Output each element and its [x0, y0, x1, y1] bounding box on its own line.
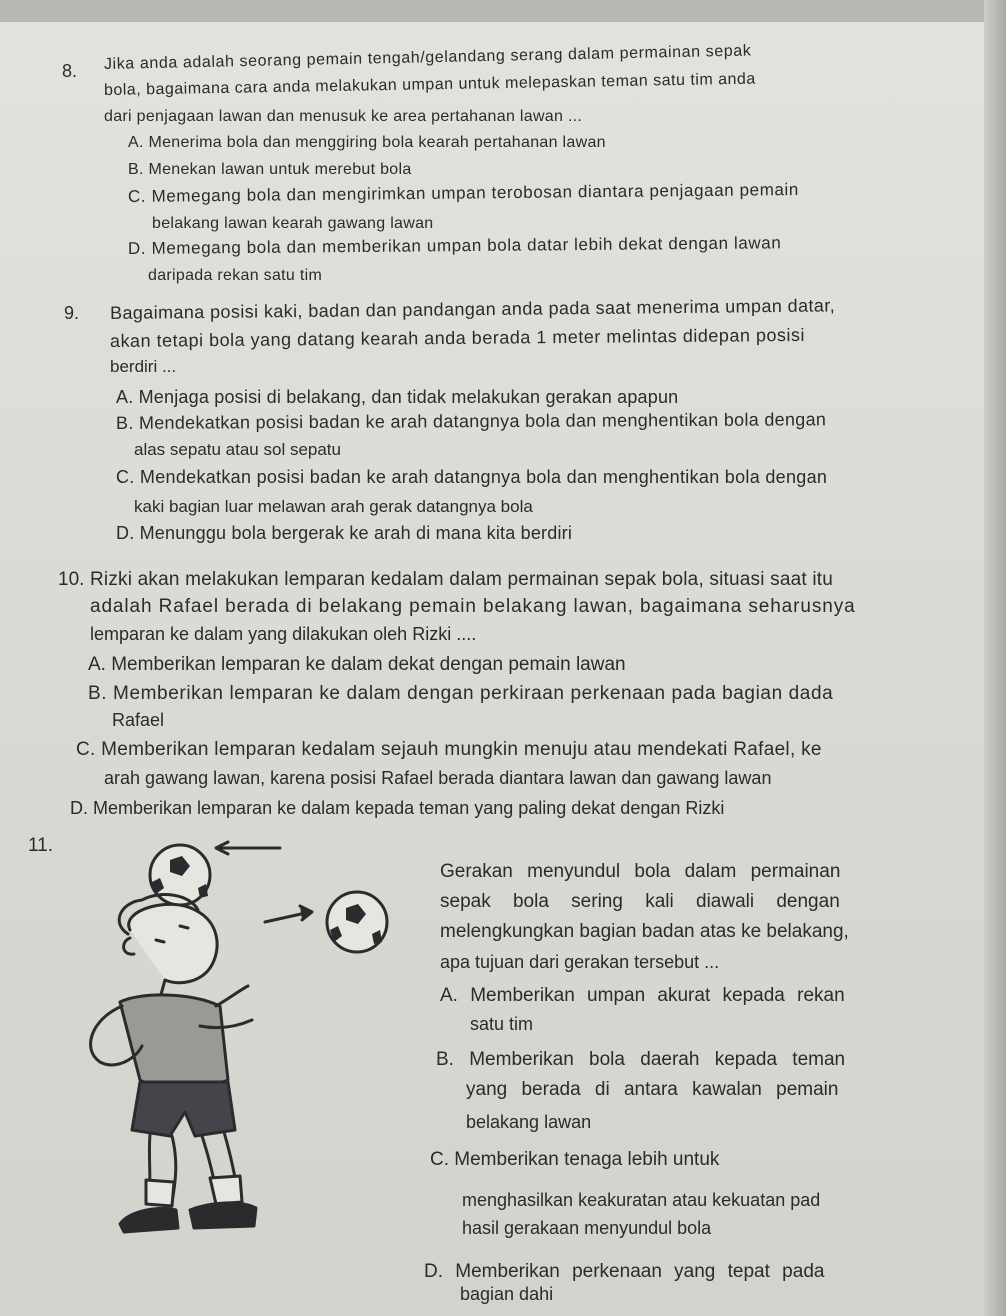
option-d: D. Menunggu bola bergerak ke arah di mana kita berdiri — [116, 523, 573, 543]
option-c: C. Memberikan tenaga lebih untuk — [430, 1149, 720, 1170]
question-stem-line: sepak bola sering kali diawali dengan — [440, 891, 840, 912]
question-stem-line: apa tujuan dari gerakan tersebut ... — [440, 952, 720, 972]
option-b-cont: yang berada di antara kawalan pemain — [466, 1079, 839, 1100]
question-stem-line: Jika anda adalah seorang pemain tengah/gelandang serang dalam permainan sepak — [103, 42, 752, 73]
option-a: A. Menerima bola dan menggiring bola kearah pertahanan lawan — [128, 134, 606, 151]
option-b-cont: alas sepatu atau sol sepatu — [134, 440, 341, 459]
option-b-cont: Rafael — [112, 710, 165, 730]
question-number: 11. — [28, 835, 54, 856]
question-stem-line: Rizki akan melakukan lemparan kedalam dalam permainan sepak bola, situasi saat itu — [90, 569, 834, 590]
option-b-cont: belakang lawan — [466, 1112, 592, 1132]
option-c-cont: menghasilkan keakuratan atau kekuatan pad — [462, 1190, 821, 1210]
question-stem-line: dari penjagaan lawan dan menusuk ke area pertahanan lawan ... — [104, 108, 583, 125]
question-stem-line: adalah Rafael berada di belakang pemain belakang lawan, bagaimana seharusnya — [90, 596, 856, 617]
option-a: A. Memberikan umpan akurat kepada rekan — [440, 985, 845, 1006]
option-b: B. Mendekatkan posisi badan ke arah datangnya bola dan menghentikan bola dengan — [115, 409, 827, 433]
option-d-cont: bagian dahi — [460, 1284, 554, 1304]
option-d: D. Memegang bola dan memberikan umpan bola datar lebih dekat dengan lawan — [127, 233, 782, 258]
question-number: 8. — [62, 61, 78, 81]
option-a-cont: satu tim — [470, 1014, 534, 1034]
option-c-cont: kaki bagian luar melawan arah gerak datangnya bola — [134, 497, 533, 516]
option-d-cont: daripada rekan satu tim — [148, 267, 323, 284]
option-b: B. Memberikan bola daerah kepada teman — [436, 1049, 846, 1070]
option-d: D. Memberikan perkenaan yang tepat pada — [424, 1261, 825, 1282]
option-a: A. Menjaga posisi di belakang, dan tidak melakukan gerakan apapun — [116, 387, 679, 407]
option-c-cont: belakang lawan kearah gawang lawan — [152, 215, 434, 232]
question-stem-line: Gerakan menyundul bola dalam permainan — [440, 861, 841, 882]
question-stem-line: bola, bagaimana cara anda melakukan umpan untuk melepaskan teman satu tim anda — [103, 70, 756, 99]
question-stem-line: Bagaimana posisi kaki, badan dan pandangan anda pada saat menerima umpan datar, — [109, 295, 836, 323]
question-number: 10. — [58, 569, 85, 590]
option-c-cont: arah gawang lawan, karena posisi Rafael berada diantara lawan dan gawang lawan — [104, 768, 772, 788]
option-c: C. Memegang bola dan mengirimkan umpan terobosan diantara penjagaan pemain — [127, 179, 800, 206]
page-right-edge — [984, 0, 1006, 1316]
question-number: 9. — [64, 303, 80, 323]
question-stem-line: lemparan ke dalam yang dilakukan oleh Rizki .... — [90, 624, 477, 644]
page-top-edge — [0, 0, 1006, 22]
option-b: B. Menekan lawan untuk merebut bola — [128, 161, 412, 178]
option-c: C. Memberikan lemparan kedalam sejauh mungkin menuju atau mendekati Rafael, ke — [76, 739, 822, 760]
question-stem-line: akan tetapi bola yang datang kearah anda berada 1 meter melintas didepan posisi — [109, 324, 806, 351]
option-c: C. Mendekatkan posisi badan ke arah datangnya bola dan menghentikan bola dengan — [116, 467, 828, 487]
option-d: D. Memberikan lemparan ke dalam kepada teman yang paling dekat dengan Rizki — [70, 798, 725, 818]
option-c-cont: hasil gerakaan menyundul bola — [462, 1218, 712, 1238]
heading-ball-player-icon — [60, 830, 440, 1250]
question-stem-line: melengkungkan bagian badan atas ke belakang, — [440, 921, 849, 942]
option-a: A. Memberikan lemparan ke dalam dekat dengan pemain lawan — [88, 654, 626, 675]
question-stem-line: berdiri ... — [110, 357, 177, 376]
option-b: B. Memberikan lemparan ke dalam dengan perkiraan perkenaan pada bagian dada — [88, 683, 834, 704]
